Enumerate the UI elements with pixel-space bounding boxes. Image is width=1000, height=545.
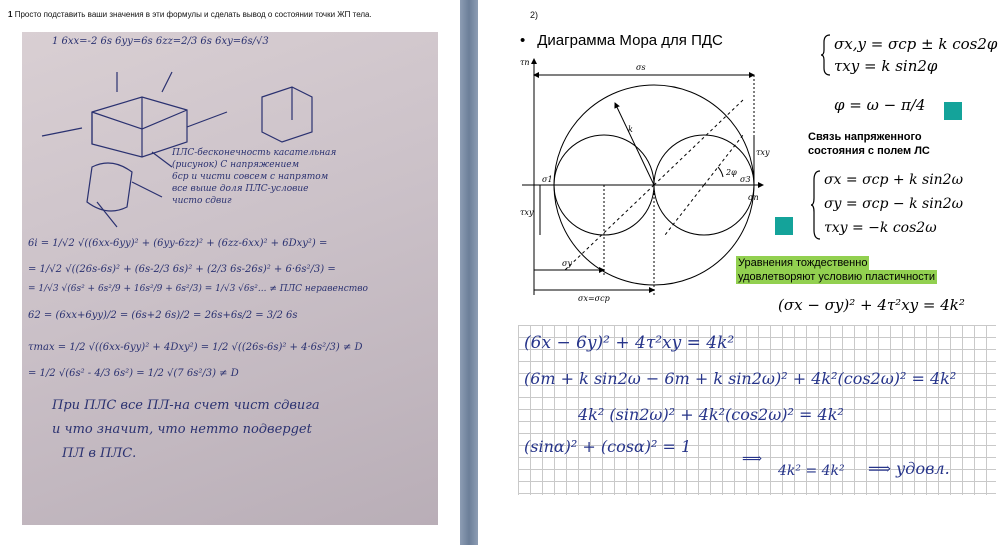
hand-conclusion: ⟹ удовл. bbox=[868, 459, 950, 478]
label-tau-xy-left: τxy bbox=[520, 208, 534, 217]
eq-phi: φ = ω − π/4 bbox=[834, 96, 926, 114]
right-page bbox=[478, 0, 1000, 545]
note-line-13: При ПЛС все ПЛ-на счет чист сдвига bbox=[52, 398, 320, 413]
left-page-caption bbox=[8, 10, 372, 19]
note-line-8: = 1/√2 √((26s-6s)² + (6s-2/3 6s)² + (2/3 6s-26s)² + 6·6s²/3) = bbox=[28, 264, 336, 275]
note-line-9: = 1/√3 √(6s² + 6s²/9 + 16s²/9 + 6s²/3) = 1/√3 √6s²... ≠ ПЛС неравенство bbox=[28, 284, 368, 294]
note-line-5: все выше доля ПЛС-условие bbox=[172, 184, 309, 194]
brace-top bbox=[821, 34, 831, 76]
label-sigma-x-cp: σx=σcp bbox=[578, 294, 610, 303]
page-gutter bbox=[460, 0, 478, 545]
hand-eq-2: (6m + k sin2ω − 6m + k sin2ω)² + 4k²(cos2ω)² = 4k² bbox=[524, 369, 957, 388]
note-line-7: 6i = 1/√2 √((6xx-6yy)² + (6yy-6zz)² + (6zz-6xx)² + 6Dxy²) = bbox=[28, 238, 328, 249]
link-caption bbox=[808, 130, 930, 158]
note-line-12: = 1/2 √(6s² - 4/3 6s²) = 1/2 √(7 6s²/3) ≠ D bbox=[28, 368, 239, 379]
label-sigma-s: σs bbox=[636, 63, 646, 72]
link-caption-line-2: состояния с полем ЛС bbox=[808, 145, 930, 157]
caption-number: 1 bbox=[8, 10, 13, 19]
highlight-line-1: Уравнения тождественно bbox=[738, 257, 868, 269]
eq-plasticity: (σx − σy)² + 4τ²xy = 4k² bbox=[778, 296, 965, 314]
hand-eq-5: 4k² = 4k² bbox=[778, 463, 845, 479]
brace-system bbox=[811, 170, 821, 240]
eq-sigma-x: σx = σcp + k sin2ω bbox=[824, 172, 964, 188]
label-sigma-y: σy bbox=[562, 259, 572, 268]
hand-eq-4: (sinα)² + (cosα)² = 1 bbox=[524, 437, 692, 456]
handwritten-grid-notes bbox=[518, 325, 996, 495]
note-line-4: 6ср и чисти совсем с напрятом bbox=[172, 172, 329, 182]
teal-marker-2 bbox=[775, 217, 793, 235]
slide-title-text: Диаграмма Мора для ПДС bbox=[537, 32, 723, 49]
eq-tau-xy-omega: τxy = −k cos2ω bbox=[824, 220, 937, 236]
label-sigma-3: σ3 bbox=[740, 175, 751, 184]
eq-sigma-y: σy = σcp − k sin2ω bbox=[824, 196, 964, 212]
note-line-6: чисто сдвиг bbox=[172, 196, 232, 206]
note-line-15: ПЛ в ПЛС. bbox=[62, 446, 137, 461]
note-line-2: ПЛС-бесконечность касательная bbox=[172, 148, 337, 158]
handwritten-notes-photo bbox=[22, 32, 438, 525]
label-sigma-1: σ1 bbox=[542, 175, 553, 184]
link-caption-line-1: Связь напряженного bbox=[808, 131, 922, 143]
left-page bbox=[0, 0, 460, 545]
hand-arrow-1: ⟹ bbox=[742, 451, 763, 467]
label-k: k bbox=[628, 125, 633, 134]
hand-eq-1: (6x − 6y)² + 4τ²xy = 4k² bbox=[524, 333, 735, 353]
eq-tau-xy: τxy = k sin2φ bbox=[834, 57, 938, 75]
hand-eq-3: 4k² (sin2ω)² + 4k²(cos2ω)² = 4k² bbox=[578, 405, 844, 424]
teal-marker-1 bbox=[944, 102, 962, 120]
label-tau-n: τn bbox=[520, 58, 530, 67]
label-sigma-n: σn bbox=[748, 193, 759, 202]
note-line-10: 62 = (6xx+6yy)/2 = (6s+2 6s)/2 = 26s+6s/2 = 3/2 6s bbox=[28, 310, 298, 321]
label-2phi: 2φ bbox=[726, 168, 737, 177]
note-line-3: (рисунок) С напряжением bbox=[172, 160, 300, 170]
note-line-14: и что значит, что нетто подверget bbox=[52, 422, 312, 437]
mohr-diagram bbox=[518, 55, 768, 305]
right-page-caption: 2) bbox=[530, 10, 539, 20]
slide-title: • Диаграмма Мора для ПДС bbox=[520, 32, 723, 49]
note-line-11: τmax = 1/2 √((6xx-6yy)² + 4Dxy²) = 1/2 √((26s-6s)² + 4·6s²/3) ≠ D bbox=[28, 342, 363, 353]
caption-text: Просто подставить ваши значения в эти формулы и сделать вывод о состоянии точки ЖП тела. bbox=[14, 10, 372, 19]
eq-sigma-xy: σx,y = σcp ± k cos2φ bbox=[834, 35, 998, 53]
label-tau-xy-right: τxy bbox=[756, 148, 770, 157]
highlight-line-2: удовлетворяют условию пластичности bbox=[738, 271, 935, 283]
note-line-1: 1 6xx=-2 6s 6yy=6s 6zz=2/3 6s 6xy=6s/√3 bbox=[52, 36, 269, 47]
